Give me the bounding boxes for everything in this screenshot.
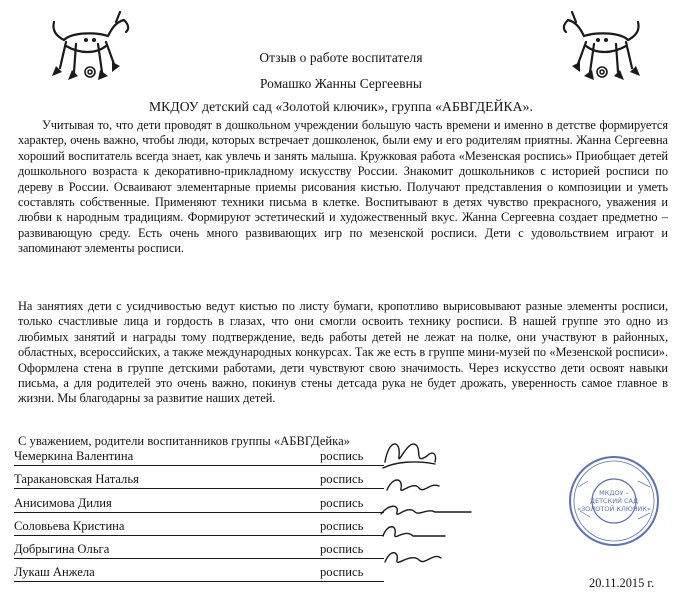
- signatory-name: Соловьева Кристина: [14, 519, 125, 533]
- signature-label: роспись: [320, 565, 364, 579]
- signature-line: [14, 512, 384, 513]
- document-title-line1: Отзыв о работе воспитателя: [259, 50, 423, 65]
- signatory-row: [14, 519, 384, 537]
- signature-label: роспись: [320, 496, 364, 510]
- signatory-name: Таракановская Наталья: [14, 472, 139, 486]
- signatory-row: [14, 496, 384, 514]
- signature-label: роспись: [320, 472, 364, 486]
- signature-label: роспись: [320, 542, 364, 556]
- signature-line: [14, 535, 384, 536]
- mezen-horse-right-icon: [556, 6, 646, 86]
- document-title-line3: МКДОУ детский сад «Золотой ключик», группа «АБВГДЕЙКА».: [149, 99, 533, 114]
- body-paragraph-2: На занятиях дети с усидчивостью ведут кистью по листу бумаги, кропотливо вырисовывают разные элементы росписи, только счастливые лица и гордость в глазах, что они смогли освоить технику росписи. В нашей группе это одно из любимых занятий и награды тому подтверждение, ведь работы детей не лежат на полке, они участвуют в районных, областных, всероссийских, а также международных конкурсах. Так же есть в группе мини-музей по «Мезенской росписи». Оформлена стена в группе детскими работами, дети чувствуют свою значимость. Через искусство дети освоят навыки письма, а для родителей это очень важно, покинув стены детсада рука не будет дрожать, уверенность самое главное в жизни. Мы благодарны за развитие наших детей.: [18, 299, 668, 406]
- signature-label: роспись: [320, 519, 364, 533]
- svg-text:МКДОУ –: МКДОУ –: [599, 489, 629, 497]
- signature-line: [14, 581, 384, 582]
- round-seal-stamp: [558, 451, 670, 551]
- svg-text:«ЗОЛОТОЙ КЛЮЧИК»: «ЗОЛОТОЙ КЛЮЧИК»: [577, 505, 651, 513]
- signature-line: [14, 465, 384, 466]
- signature-label: роспись: [320, 449, 364, 463]
- signatory-row: [14, 565, 384, 583]
- signatory-row: [14, 542, 384, 560]
- document-title-line2: Ромашко Жанны Сергеевны: [259, 76, 423, 91]
- document-date: 20.11.2015 г.: [589, 576, 655, 590]
- handwritten-signatures: [375, 432, 505, 582]
- signature-line: [14, 558, 384, 559]
- signature-line: [14, 488, 384, 489]
- signatory-row: [14, 472, 384, 490]
- signatory-name: Добрыгина Ольга: [14, 542, 110, 556]
- mezen-horse-left-icon: [46, 6, 136, 86]
- signatory-name: Лукаш Анжела: [14, 565, 95, 579]
- signatory-row: [14, 449, 384, 467]
- body-paragraph-1: Учитывая то, что дети проводят в дошкольном учреждении большую часть времени и именно в детстве формируется характер, очень важно, чтобы люди, которых встречает дошколенок, были ему и его родителям приятны. Жанна Сергеевна хороший воспитатель всегда знает, как увлечь и занять малыша. Кружковая работа «Мезенская роспись» Приобщает детей дошкольного возраста к декоративно-прикладному искусству России. Знакомит дошкольников с историей росписи по дереву в России. Осваивают элементарные приемы рисования кистью. Получают представления о композиции и уметь составлять собственные. Применяют техники письма в клетке. Воспитывают в детях чувство прекрасного, уважения и любви к народным традициям. Формируют эстетический и художественный вкус. Жанна Сергеевна создает предметно – развивающую среду. Есть очень много развивающих игр по мезенской росписи. Дети с удовольствием играют и запоминают элементы росписи.: [18, 118, 668, 256]
- signatory-name: Чемеркина Валентина: [14, 449, 134, 463]
- signatory-name: Анисимова Дилия: [14, 496, 112, 510]
- svg-text:ДЕТСКИЙ САД: ДЕТСКИЙ САД: [589, 497, 639, 505]
- regards-line: С уважением, родители воспитанников группы «АБВГДейка»: [18, 434, 350, 448]
